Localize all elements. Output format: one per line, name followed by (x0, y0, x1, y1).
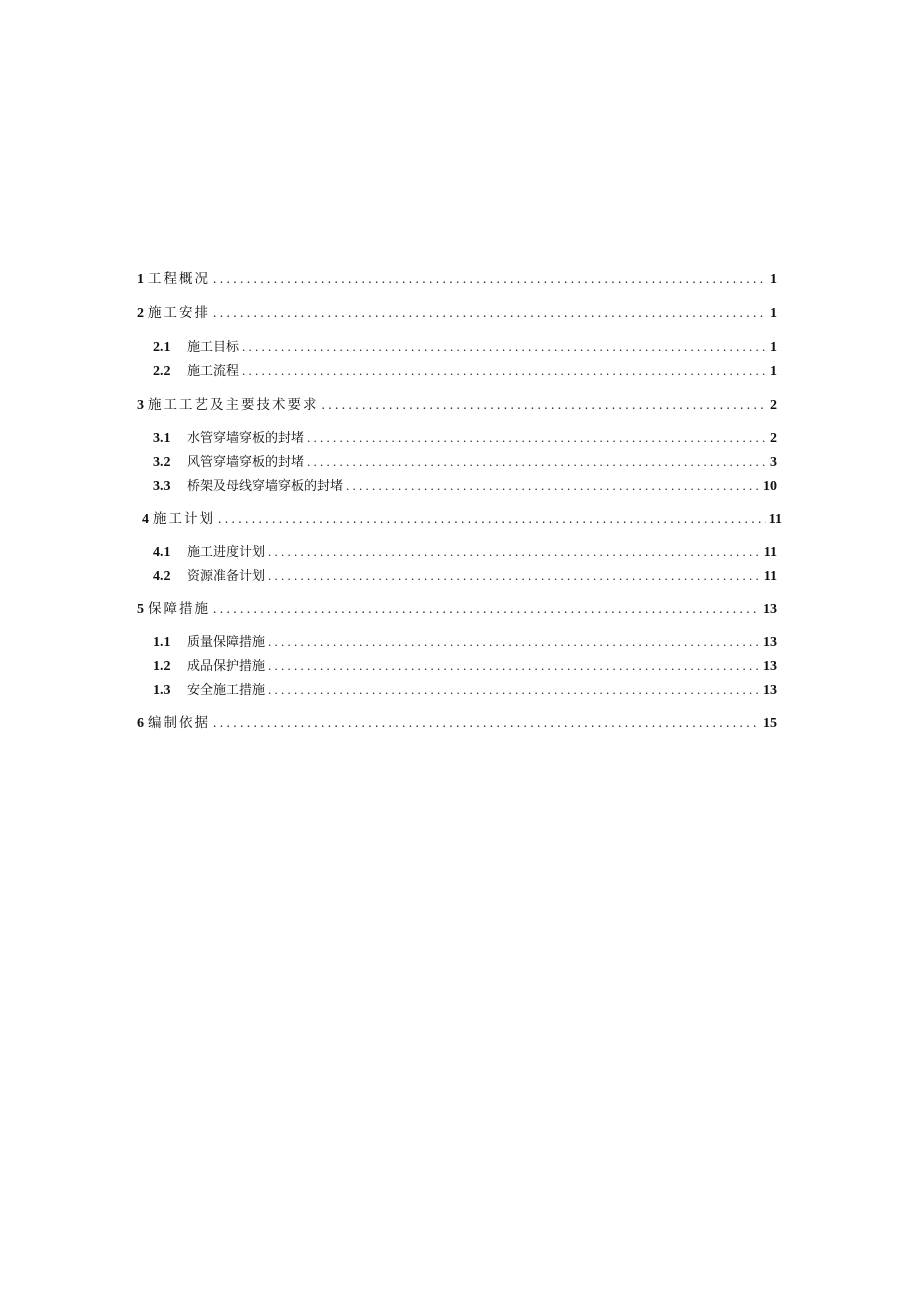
toc-entry[interactable] (153, 658, 777, 675)
toc-number: 5 (137, 602, 144, 617)
toc-page: 13 (763, 683, 777, 698)
toc-leader (213, 271, 767, 287)
toc-page: 2 (770, 398, 777, 413)
toc-number: 6 (137, 716, 144, 731)
toc-title: 施工流程 (187, 364, 240, 379)
toc-entry[interactable] (153, 544, 777, 561)
toc-title: 桥架及母线穿墙穿板的封堵 (187, 479, 344, 494)
toc-number: 2 (137, 306, 144, 321)
toc-page: 13 (763, 602, 777, 617)
toc-entry[interactable] (153, 682, 777, 699)
toc-entry[interactable] (142, 511, 782, 528)
toc-leader (268, 568, 761, 584)
toc-title: 施工进度计划 (187, 545, 266, 560)
toc-leader (213, 305, 767, 321)
toc-title: 工程概况 (148, 271, 210, 287)
toc-page: 15 (763, 716, 777, 731)
toc-page: 13 (763, 659, 777, 674)
toc-page: 1 (770, 340, 777, 355)
toc-title: 保障措施 (148, 601, 210, 617)
toc-title: 水管穿墙穿板的封堵 (187, 431, 305, 446)
toc-title: 施工目标 (187, 340, 240, 355)
toc-number: 3.3 (153, 479, 171, 494)
toc-entry[interactable] (137, 601, 777, 618)
toc-entry[interactable] (137, 397, 777, 414)
toc-leader (268, 682, 760, 698)
toc-page: 1 (770, 272, 777, 287)
toc-title: 施工安排 (148, 305, 210, 321)
toc-leader (213, 601, 760, 617)
toc-title: 施工计划 (153, 511, 215, 527)
toc-number: 3 (137, 398, 144, 413)
toc-number: 2.1 (153, 340, 171, 355)
toc-entry[interactable] (137, 305, 777, 322)
toc-page: 10 (763, 479, 777, 494)
toc-entry[interactable] (153, 634, 777, 651)
toc-page: 11 (768, 512, 782, 527)
toc-page: 11 (763, 545, 777, 560)
toc-entry[interactable] (137, 715, 777, 732)
toc-number: 1.2 (153, 659, 171, 674)
toc-page: 11 (763, 569, 777, 584)
toc-title: 成品保护措施 (187, 659, 266, 674)
toc-page: 1 (770, 306, 777, 321)
toc-title: 安全施工措施 (187, 683, 266, 698)
toc-page: 1 (770, 364, 777, 379)
toc-leader (268, 544, 761, 560)
toc-number: 3.1 (153, 431, 171, 446)
toc-leader (268, 658, 760, 674)
toc-entry[interactable] (153, 430, 777, 447)
toc-number: 4.2 (153, 569, 171, 584)
toc-title: 编制依据 (148, 715, 210, 731)
toc-leader (268, 634, 760, 650)
toc-entry[interactable] (153, 478, 777, 495)
toc-page: 2 (770, 431, 777, 446)
toc-entry[interactable] (137, 271, 777, 288)
toc-number: 1 (137, 272, 144, 287)
toc-number: 2.2 (153, 364, 171, 379)
toc-title: 施工工艺及主要技术要求 (148, 397, 319, 413)
toc-leader (307, 454, 767, 470)
toc-entry[interactable] (153, 568, 777, 585)
toc-number: 3.2 (153, 455, 171, 470)
toc-title: 资源准备计划 (187, 569, 266, 584)
toc-title: 风管穿墙穿板的封堵 (187, 455, 305, 470)
toc-number: 1.1 (153, 635, 171, 650)
toc-page: 3 (770, 455, 777, 470)
toc-leader (242, 363, 767, 379)
toc-entry[interactable] (153, 339, 777, 356)
toc-leader (307, 430, 767, 446)
toc-entry[interactable] (153, 363, 777, 380)
toc-leader (242, 339, 767, 355)
toc-title: 质量保障措施 (187, 635, 266, 650)
toc-number: 4 (142, 512, 149, 527)
toc-entry[interactable] (153, 454, 777, 471)
toc-leader (218, 511, 766, 527)
toc-number: 1.3 (153, 683, 171, 698)
toc-page: 13 (763, 635, 777, 650)
toc-leader (346, 478, 760, 494)
toc-number: 4.1 (153, 545, 171, 560)
toc-leader (322, 397, 768, 413)
toc-leader (213, 715, 760, 731)
